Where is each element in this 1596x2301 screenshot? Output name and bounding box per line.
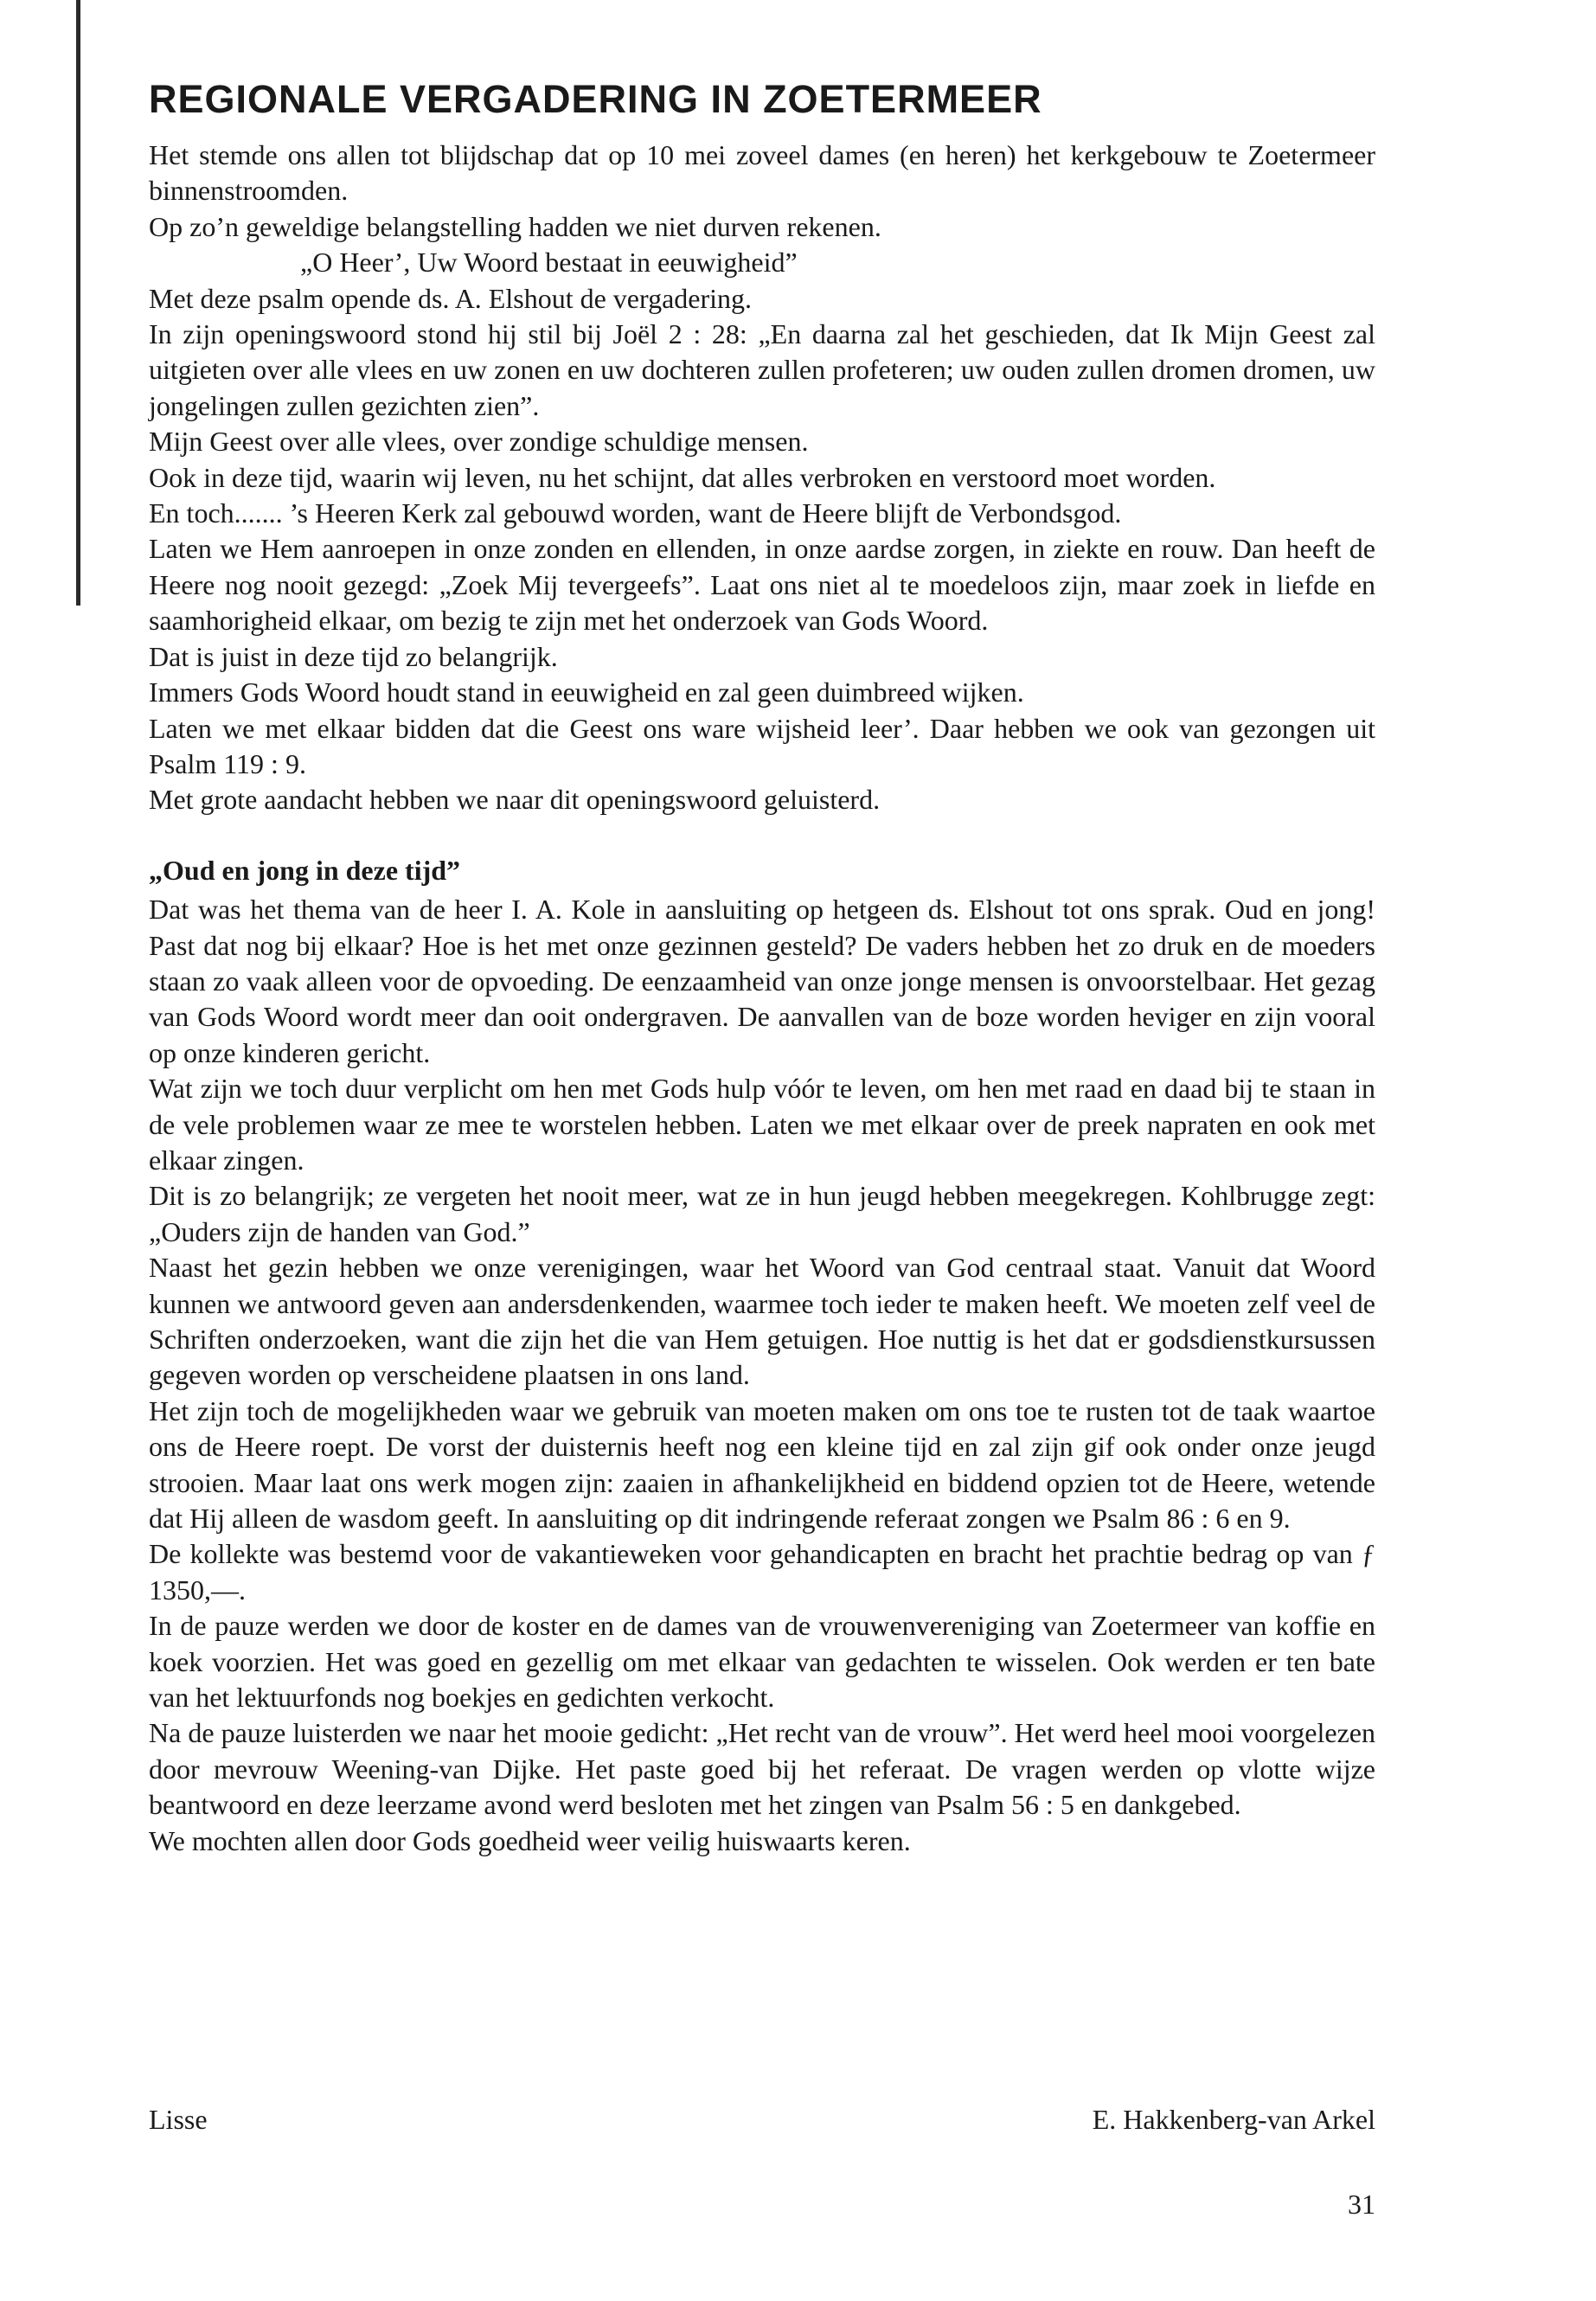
body-paragraph: Na de pauze luisterden we naar het mooie gedicht: „Het recht van de vrouw”. Het werd heel mooi voorgelezen door mevrouw Weening-van Dijke. Het paste goed bij het referaat. De vragen werden op vlotte wijze beantwoord en deze leerzame avond werd besloten met het zingen van Psalm 56 : 5 en dankgebed.	[149, 1717, 1375, 1821]
signature-row	[149, 2102, 1375, 2138]
body-paragraph: In de pauze werden we door de koster en de dames van de vrouwenvereniging van Zoetermeer van koffie en koek voorzien. Het was goed en gezellig om met elkaar van gedachten te wisselen. Ook werden er ten bate van het lektuurfonds nog boekjes en gedichten verkocht.	[149, 1610, 1375, 1714]
body-paragraph: De kollekte was bestemd voor de vakantieweken voor gehandicapten en bracht het prachtie bedrag op van ƒ 1350,—.	[149, 1538, 1375, 1606]
psalm-quote: „O Heer’, Uw Woord bestaat in eeuwigheid”	[300, 247, 798, 279]
place-name: Lisse	[149, 2104, 208, 2135]
section-subheading: „Oud en jong in deze tijd”	[149, 854, 461, 886]
body-paragraph: Laten we Hem aanroepen in onze zonden en ellenden, in onze aardse zorgen, in ziekte en rouw. Dan heeft de Heere nog nooit gezegd: „Zoek Mij tevergeefs”. Laat ons niet al te moedeloos zijn, maar zoek in liefde en saamhorigheid elkaar, om bezig te zijn met het onderzoek van Gods Woord.	[149, 533, 1375, 637]
body-paragraph: Dat was het thema van de heer I. A. Kole in aansluiting op hetgeen ds. Elshout tot ons sprak. Oud en jong! Past dat nog bij elkaar? Hoe is het met onze gezinnen gesteld? De vaders hebben het zo druk en de moeders staan zo vaak alleen voor de opvoeding. De eenzaamheid van onze jonge mensen is onvoorstelbaar. Het gezag van Gods Woord wordt meer dan ooit ondergraven. De aanvallen van de boze worden heviger en zijn vooral op onze kinderen gericht.	[149, 894, 1375, 1068]
intro-paragraph-1: Het stemde ons allen tot blijdschap dat op 10 mei zoveel dames (en heren) het kerkgebouw te Zoetermeer binnenstroomden.	[149, 139, 1375, 207]
author-name: E. Hakkenberg-van Arkel	[1092, 2104, 1375, 2135]
scan-edge-line	[76, 0, 80, 606]
body-paragraph: In zijn openingswoord stond hij stil bij Joël 2 : 28: „En daarna zal het geschieden, dat Ik Mijn Geest zal uitgieten over alle vlees en uw zonen en uw dochteren zullen profeteren; uw ouden zullen dromen dromen, uw jongelingen zullen gezichten zien”.	[149, 318, 1375, 421]
body-paragraph: Wat zijn we toch duur verplicht om hen met Gods hulp vóór te leven, om hen met raad en daad bij te staan in de vele problemen waar ze mee te worstelen hebben. Laten we met elkaar over de preek napraten en ook met elkaar zingen.	[149, 1073, 1375, 1176]
body-paragraph: Met deze psalm opende ds. A. Elshout de vergadering.	[149, 282, 753, 314]
body-paragraph: Het zijn toch de mogelijkheden waar we gebruik van moeten maken om ons toe te rusten tot de taak waartoe ons de Heere roept. De vorst der duisternis heeft nog een kleine tijd en zal zijn gif ook onder onze jeugd strooien. Maar laat ons werk mogen zijn: zaaien in afhankelijkheid en biddend opzien tot de Heere, wetende dat Hij alleen de wasdom geeft. In aansluiting op dit indringende referaat zongen we Psalm 86 : 6 en 9.	[149, 1394, 1375, 1535]
article-title: REGIONALE VERGADERING IN ZOETERMEER	[149, 77, 1042, 121]
body-paragraph: Laten we met elkaar bidden dat die Geest ons ware wijsheid leer’. Daar hebben we ook van gezongen uit Psalm 119 : 9.	[149, 712, 1375, 779]
body-paragraph: We mochten allen door Gods goedheid weer veilig huiswaarts keren.	[149, 1824, 911, 1856]
body-paragraph: Mijn Geest over alle vlees, over zondige schuldige mensen.	[149, 426, 809, 458]
intro-paragraph-2: Op zo’n geweldige belangstelling hadden we niet durven rekenen.	[149, 210, 881, 242]
body-paragraph: Met grote aandacht hebben we naar dit openingswoord geluisterd.	[149, 784, 881, 816]
body-paragraph: Ook in deze tijd, waarin wij leven, nu het schijnt, dat alles verbroken en verstoord moet worden.	[149, 461, 1216, 493]
body-paragraph: Dit is zo belangrijk; ze vergeten het nooit meer, wat ze in hun jeugd hebben meegekregen. Kohlbrugge zegt: „Ouders zijn de handen van God.”	[149, 1180, 1375, 1247]
body-paragraph: Naast het gezin hebben we onze verenigingen, waar het Woord van God centraal staat. Vanuit dat Woord kunnen we antwoord geven aan andersdenkenden, waarmee toch ieder te maken heeft. We moeten zelf veel de Schriften onderzoeken, want die zijn het die van Hem getuigen. Hoe nuttig is het dat er godsdienstkursussen gegeven worden op verscheidene plaatsen in ons land.	[149, 1252, 1375, 1391]
body-paragraph: En toch....... ’s Heeren Kerk zal gebouwd worden, want de Heere blijft de Verbondsgod.	[149, 497, 1122, 529]
body-paragraph: Dat is juist in deze tijd zo belangrijk.	[149, 640, 558, 672]
page-number: 31	[1348, 2189, 1375, 2220]
body-paragraph: Immers Gods Woord houdt stand in eeuwigheid en zal geen duimbreed wijken.	[149, 676, 1024, 708]
article	[149, 74, 1375, 1859]
